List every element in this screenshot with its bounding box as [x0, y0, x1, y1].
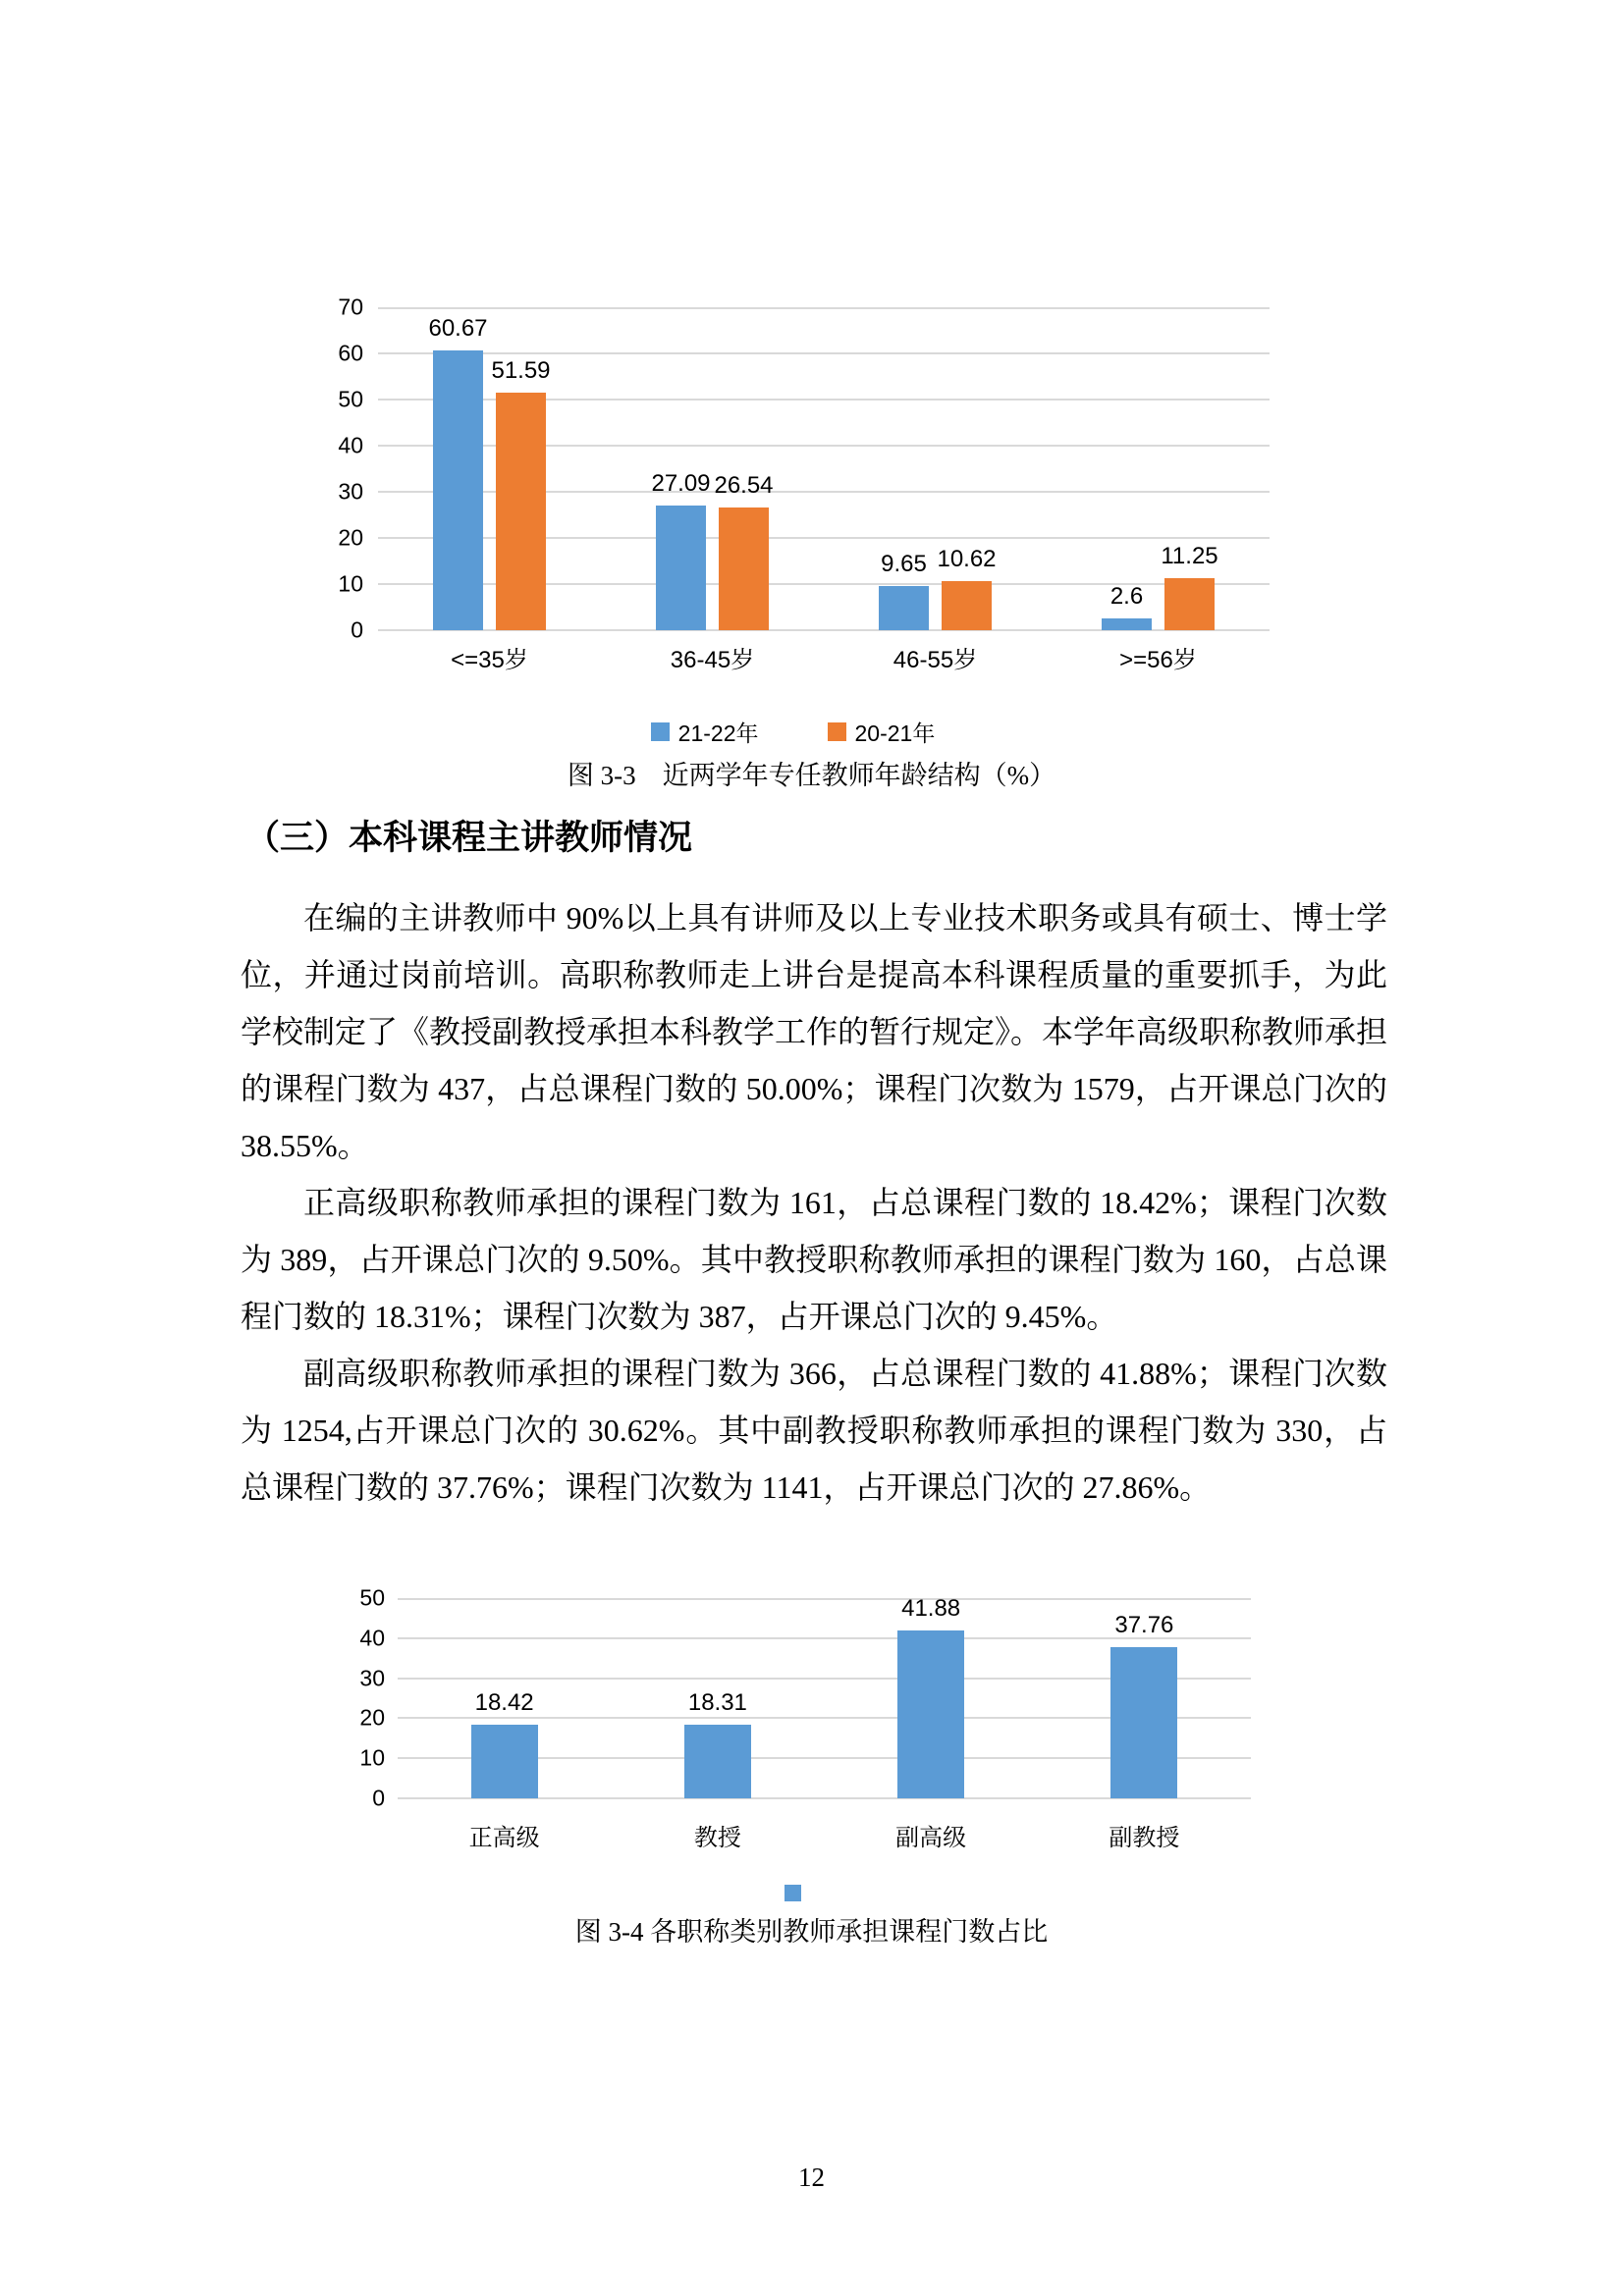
bar-value-label: 11.25 [1161, 543, 1218, 570]
figure-3-4-caption: 图 3-4 各职称类别教师承担课程门数占比 [574, 1917, 1049, 1947]
figure-3-3-caption: 图 3-3 近两学年专任教师年龄结构（%） [567, 761, 1056, 790]
x-axis-category-label: 正高级 [468, 1825, 540, 1851]
bar-value-label: 18.42 [474, 1688, 534, 1716]
y-tick-label: 30 [359, 1665, 385, 1691]
y-axis [314, 294, 363, 643]
x-axis [398, 1814, 1251, 1853]
bar-value-label: 9.65 [881, 550, 927, 577]
figure-3-4-chart [314, 1580, 1271, 1865]
plot-area [378, 307, 1270, 630]
y-tick-label: 60 [338, 340, 363, 366]
y-tick-label: 10 [359, 1744, 385, 1771]
gridline [398, 1598, 1251, 1600]
legend-swatch [784, 1885, 801, 1901]
legend-item [651, 716, 759, 748]
legend-item [784, 1885, 801, 1901]
bar [719, 507, 769, 630]
bar-value-label: 18.31 [687, 1689, 747, 1717]
x-axis-category-label: 46-55岁 [893, 647, 978, 673]
bar [1164, 578, 1215, 630]
y-tick-label: 20 [338, 524, 363, 551]
y-tick-label: 10 [338, 570, 363, 597]
x-axis [378, 636, 1270, 675]
figure-3-3-chart [314, 290, 1271, 682]
bar-value-label: 41.88 [901, 1595, 961, 1623]
y-tick-label: 70 [338, 294, 363, 320]
gridline [378, 352, 1270, 354]
bar [496, 393, 546, 630]
bar-value-label: 10.62 [937, 546, 997, 573]
bar [879, 586, 929, 630]
y-tick-label: 30 [338, 478, 363, 505]
legend-swatch [828, 722, 846, 741]
bar [684, 1725, 751, 1798]
x-axis-category-label: 教授 [693, 1825, 741, 1851]
y-tick-label: 50 [359, 1584, 385, 1611]
bar-value-label: 2.6 [1109, 582, 1144, 610]
bar-value-label: 26.54 [714, 472, 774, 500]
bar [897, 1630, 964, 1798]
x-axis-category-label: <=35岁 [451, 647, 528, 673]
bar-value-label: 27.09 [651, 469, 711, 497]
legend-label: 21-22年 [677, 720, 759, 746]
x-axis-category-label: 副教授 [1109, 1825, 1180, 1851]
figure-3-4-legend [314, 1881, 1271, 1904]
paragraph-3: 副高级职称教师承担的课程门数为 366，占总课程门数的 41.88%；课程门次数为 1254,占开课总门次的 30.62%。其中副教授职称教师承担的课程门数为 330，占总课程门数的 37.76%；课程门次数为 1141，占开课总门次的 27.86%。 [241, 1356, 1387, 1505]
paragraph-2: 正高级职称教师承担的课程门数为 161，占总课程门数的 18.42%；课程门次数为 389，占开课总门次的 9.50%。其中教授职称教师承担的课程门数为 160，占总课程门数的 18.31%；课程门次数为 387，占开课总门次的 9.45%。 [241, 1185, 1387, 1334]
legend-swatch [651, 722, 670, 741]
section-heading: （三）本科课程主讲教师情况 [245, 819, 693, 857]
bar [471, 1725, 538, 1798]
y-tick-label: 40 [359, 1625, 385, 1651]
y-tick-label: 0 [351, 616, 363, 643]
figure-3-3-legend [314, 718, 1271, 745]
x-axis-category-label: 副高级 [895, 1825, 967, 1851]
y-tick-label: 40 [338, 432, 363, 458]
plot-area [398, 1595, 1251, 1798]
y-tick-label: 0 [372, 1785, 385, 1811]
y-tick-label: 50 [338, 386, 363, 412]
bar [1102, 618, 1152, 630]
x-axis-category-label: 36-45岁 [670, 647, 755, 673]
bar [1110, 1647, 1177, 1798]
y-tick-label: 20 [359, 1704, 385, 1731]
bar [433, 350, 483, 630]
paragraph-1: 在编的主讲教师中 90%以上具有讲师及以上专业技术职务或具有硕士、博士学位，并通过岗前培训。高职称教师走上讲台是提高本科课程质量的重要抓手，为此学校制定了《教授副教授承担本科教学工作的暂行规定》。本学年高级职称教师承担的课程门数为 437，占总课程门数的 50.00%；课程门次数为 1579，占开课总门次的 38.55%。 [241, 900, 1388, 1163]
bar-value-label: 51.59 [491, 356, 551, 384]
legend-item [828, 716, 936, 748]
y-axis [314, 1584, 385, 1811]
gridline [378, 307, 1270, 309]
body-text [241, 889, 1387, 1516]
x-axis-category-label: >=56岁 [1119, 647, 1197, 673]
bar [942, 581, 992, 630]
bar-value-label: 60.67 [428, 314, 488, 342]
bar [656, 506, 706, 630]
bar-value-label: 37.76 [1114, 1611, 1174, 1638]
legend-label: 20-21年 [854, 720, 936, 746]
page-number: 12 [798, 2163, 825, 2192]
